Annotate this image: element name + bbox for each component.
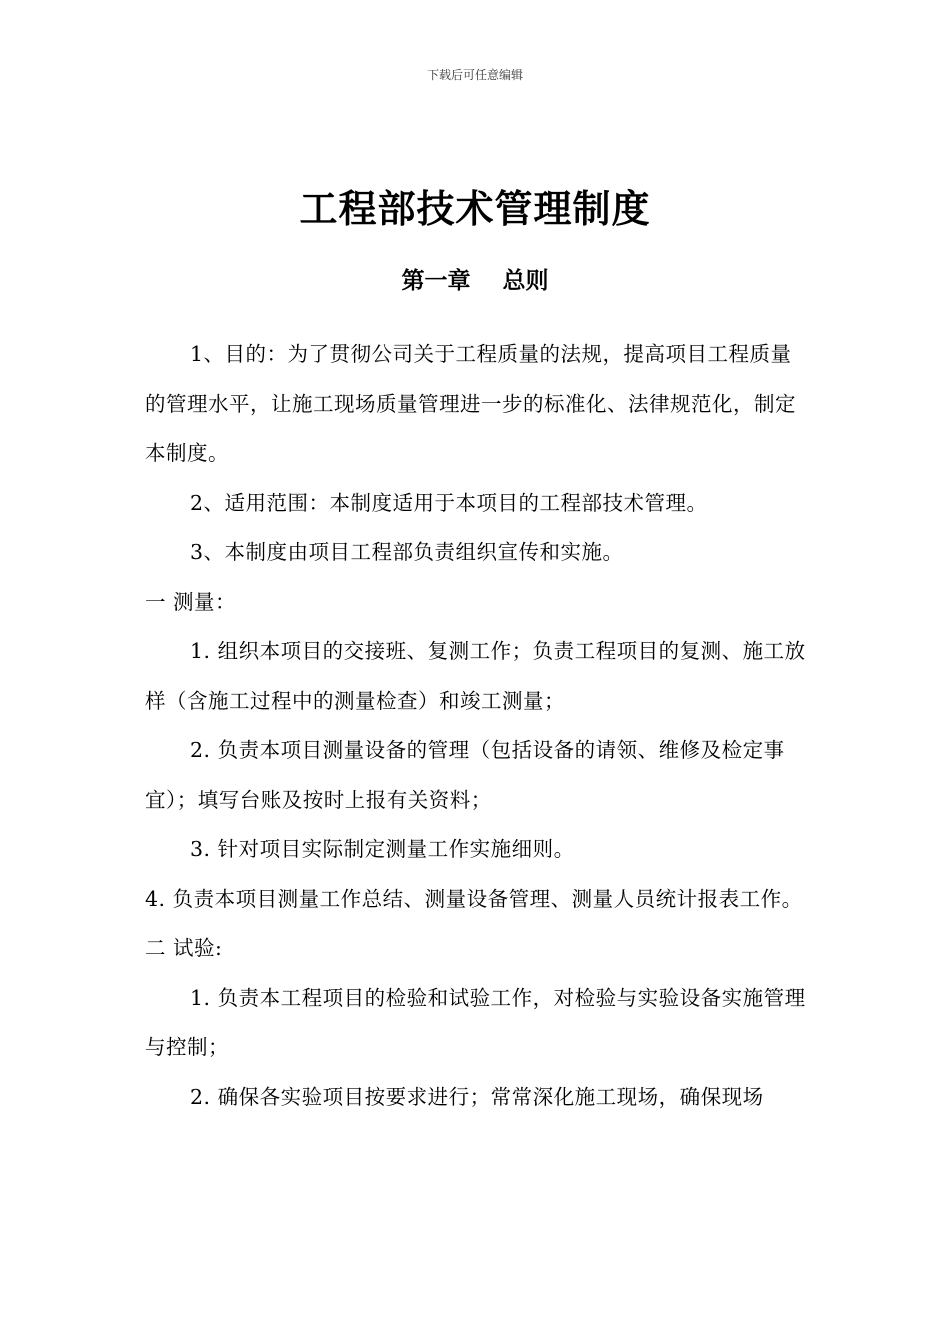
survey-item-3: 3. 针对项目实际制定测量工作实施细则。 [190, 837, 575, 861]
chapter-title: 第一章 总则 [401, 268, 549, 294]
survey-item-2: 2. 负责本项目测量设备的管理（包括设备的请领、维修及检定事宜）；填写台账及按时上报有关资料； [145, 738, 785, 812]
survey-item-4: 4. 负责本项目测量工作总结、测量设备管理、测量人员统计报表工作。 [145, 886, 803, 911]
paragraph-purpose: 1、目的：为了贯彻公司关于工程质量的法规，提高项目工程质量的管理水平，让施工现场质量管理进一步的标准化、法律规范化，制定本制度。 [145, 342, 796, 465]
testing-item-2: 2. 确保各实验项目按要求进行；常常深化施工现场，确保现场 [190, 1084, 764, 1109]
document-title: 工程部技术管理制度 [299, 187, 651, 231]
paragraph-implementation: 3、本制度由项目工程部负责组织宣传和实施。 [190, 540, 624, 564]
testing-item-1: 1. 负责本工程项目的检验和试验工作，对检验与实验设备实施管理与控制； [145, 985, 806, 1059]
section-heading-testing: 二 试验: [145, 936, 223, 960]
section-heading-survey: 一 测量： [145, 589, 237, 614]
survey-item-1: 1. 组织本项目的交接班、复测工作；负责工程项目的复测、施工放样（含施工过程中的测量检查）和竣工测量； [145, 639, 806, 713]
header-note: 下载后可任意编辑 [426, 68, 523, 82]
document-body [145, 330, 807, 1122]
paragraph-scope: 2、适用范围：本制度适用于本项目的工程部技术管理。 [190, 490, 708, 515]
